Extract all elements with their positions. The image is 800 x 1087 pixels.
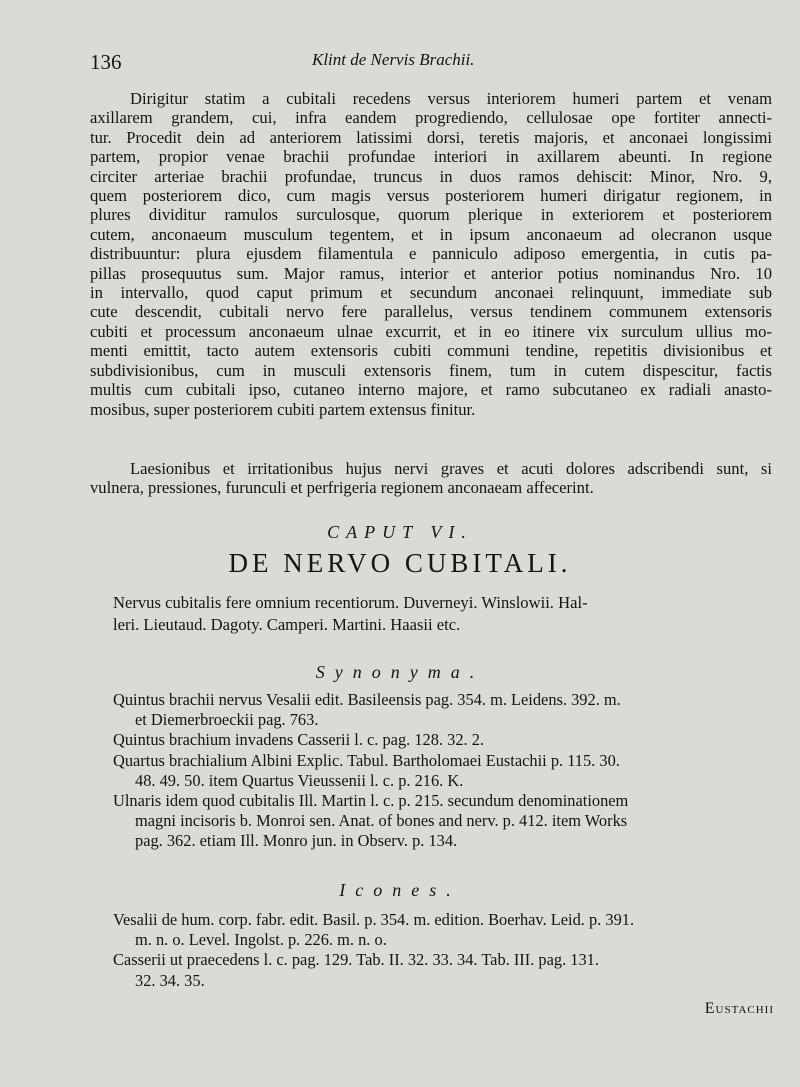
text-line: 32. 34. 35. [135,970,205,990]
text-line: Laesionibus et irritationibus hujus nervi graves et acuti dolores adscribendi sunt, si [130,459,772,478]
list-item [113,730,773,750]
text-line: pag. 362. etiam Ill. Monro jun. in Observ. p. 134. [135,831,458,851]
text-line: vulnera, pressiones, furunculi et perfrigeria regionem anconaeam affecerint. [90,478,594,498]
text-line: in intervallo, quod caput primum et secundum anconaei relinquunt, immediate sub [90,283,772,303]
text-line: quem posteriorem dico, cum magis versus posteriorem humeri dirigatur regionem, in [90,186,772,206]
catchword: Eustachii [704,1000,774,1017]
text-line: Nervus cubitalis fere omnium recentiorum. Duverneyi. Winslowii. Hal- [113,593,588,612]
list-item [113,950,773,990]
text-line: m. n. o. Level. Ingolst. p. 226. m. n. o. [135,930,387,950]
text-line: Vesalii de hum. corp. fabr. edit. Basil. p. 354. m. edition. Boerhav. Leid. p. 391. [113,910,635,929]
section-heading-synonyma: Synonyma. [315,662,485,682]
text-line: cute descendit, cubitali nervo fere parallelus, versus tendinem communem extensoris [90,302,772,322]
text-line: multis cum cubitali ipso, cutaneo interno majore, et ramo subcutaneo ex radiali anasto- [90,380,772,400]
text-line: distribuuntur: plura ejusdem filamentula e panniculo adiposo emergentia, in cutis pa- [90,244,772,264]
text-line: pillas prosequutus sum. Major ramus, interior et anterior potius nominandus Nro. 10 [90,263,772,283]
list-item [113,791,773,852]
text-line: plures dividitur ramulos surculosque, quorum plerique in exteriorem et posteriorem [90,205,772,225]
text-line: axillarem grandem, cui, infra eandem progrediendo, cellulosae ope fortiter annecti- [90,108,772,128]
text-line: Quartus brachialium Albini Explic. Tabul. Bartholomaei Eustachii p. 115. 30. [113,750,620,770]
page-number: 136 [90,50,122,74]
text-line: 48. 49. 50. item Quartus Vieussenii l. c. p. 216. K. [135,770,464,790]
text-line: magni incisoris b. Monroi sen. Anat. of bones and nerv. p. 412. item Works [135,811,628,831]
section-heading-icones: Icones. [339,880,461,900]
list-item [113,910,773,950]
text-line: circiter arteriae brachii profundae, truncus in duos ramos dehiscit: Minor, Nro. 9, [90,166,772,186]
text-line: Dirigitur statim a cubitali recedens versus interiorem humeri partem et venam [130,89,772,108]
text-line: cubiti et processum anconaeum ulnae excurrit, et in eo itinere vix surculum ullius mo- [90,321,772,341]
list-item [113,751,773,791]
text-line: mosibus, super posteriorem cubiti partem extensus finitur. [90,399,476,419]
text-line: leri. Lieutaud. Dagoty. Camperi. Martini. Haasii etc. [113,615,461,634]
icones-list [113,910,773,991]
paragraph-2 [90,459,772,498]
text-line: Quintus brachium invadens Casserii l. c. pag. 128. 32. 2. [113,730,485,750]
text-line: tur. Procedit dein ad anteriorem latissimi dorsi, teretis majoris, et anconaei longissimi [90,127,772,147]
text-line: partem, propior venae brachii profundae interiori in axillarem abeunti. In regione [90,147,772,167]
chapter-title: DE NERVO CUBITALI. [228,548,572,578]
text-line: et Diemerbroeckii pag. 763. [135,710,319,730]
text-line: cutem, anconaeum musculum tegentem, et in ipsum anconaeum ad olecranon usque [90,224,772,244]
text-line: menti emittit, tacto autem extensoris cubiti communi tendine, repetitis divisionibus et [90,341,772,361]
paragraph-1 [90,89,772,419]
running-title: Klint de Nervis Brachii. [312,50,475,69]
text-line: Ulnaris idem quod cubitalis Ill. Martin l. c. p. 215. secundum denominationem [113,791,629,811]
chapter-number: CAPUT VI. [327,522,473,542]
synonyma-list [113,690,773,852]
text-line: Quintus brachii nervus Vesalii edit. Basileensis pag. 354. m. Leidens. 392. m. [113,690,621,709]
text-line: subdivisionibus, cum in musculi extensoris finem, tum in cutem dispescitur, factis [90,360,772,380]
running-head [90,50,760,74]
list-item [113,690,773,730]
text-line: Casserii ut praecedens l. c. pag. 129. Tab. II. 32. 33. 34. Tab. III. pag. 131. [113,950,599,970]
chapter-intro [113,592,763,636]
